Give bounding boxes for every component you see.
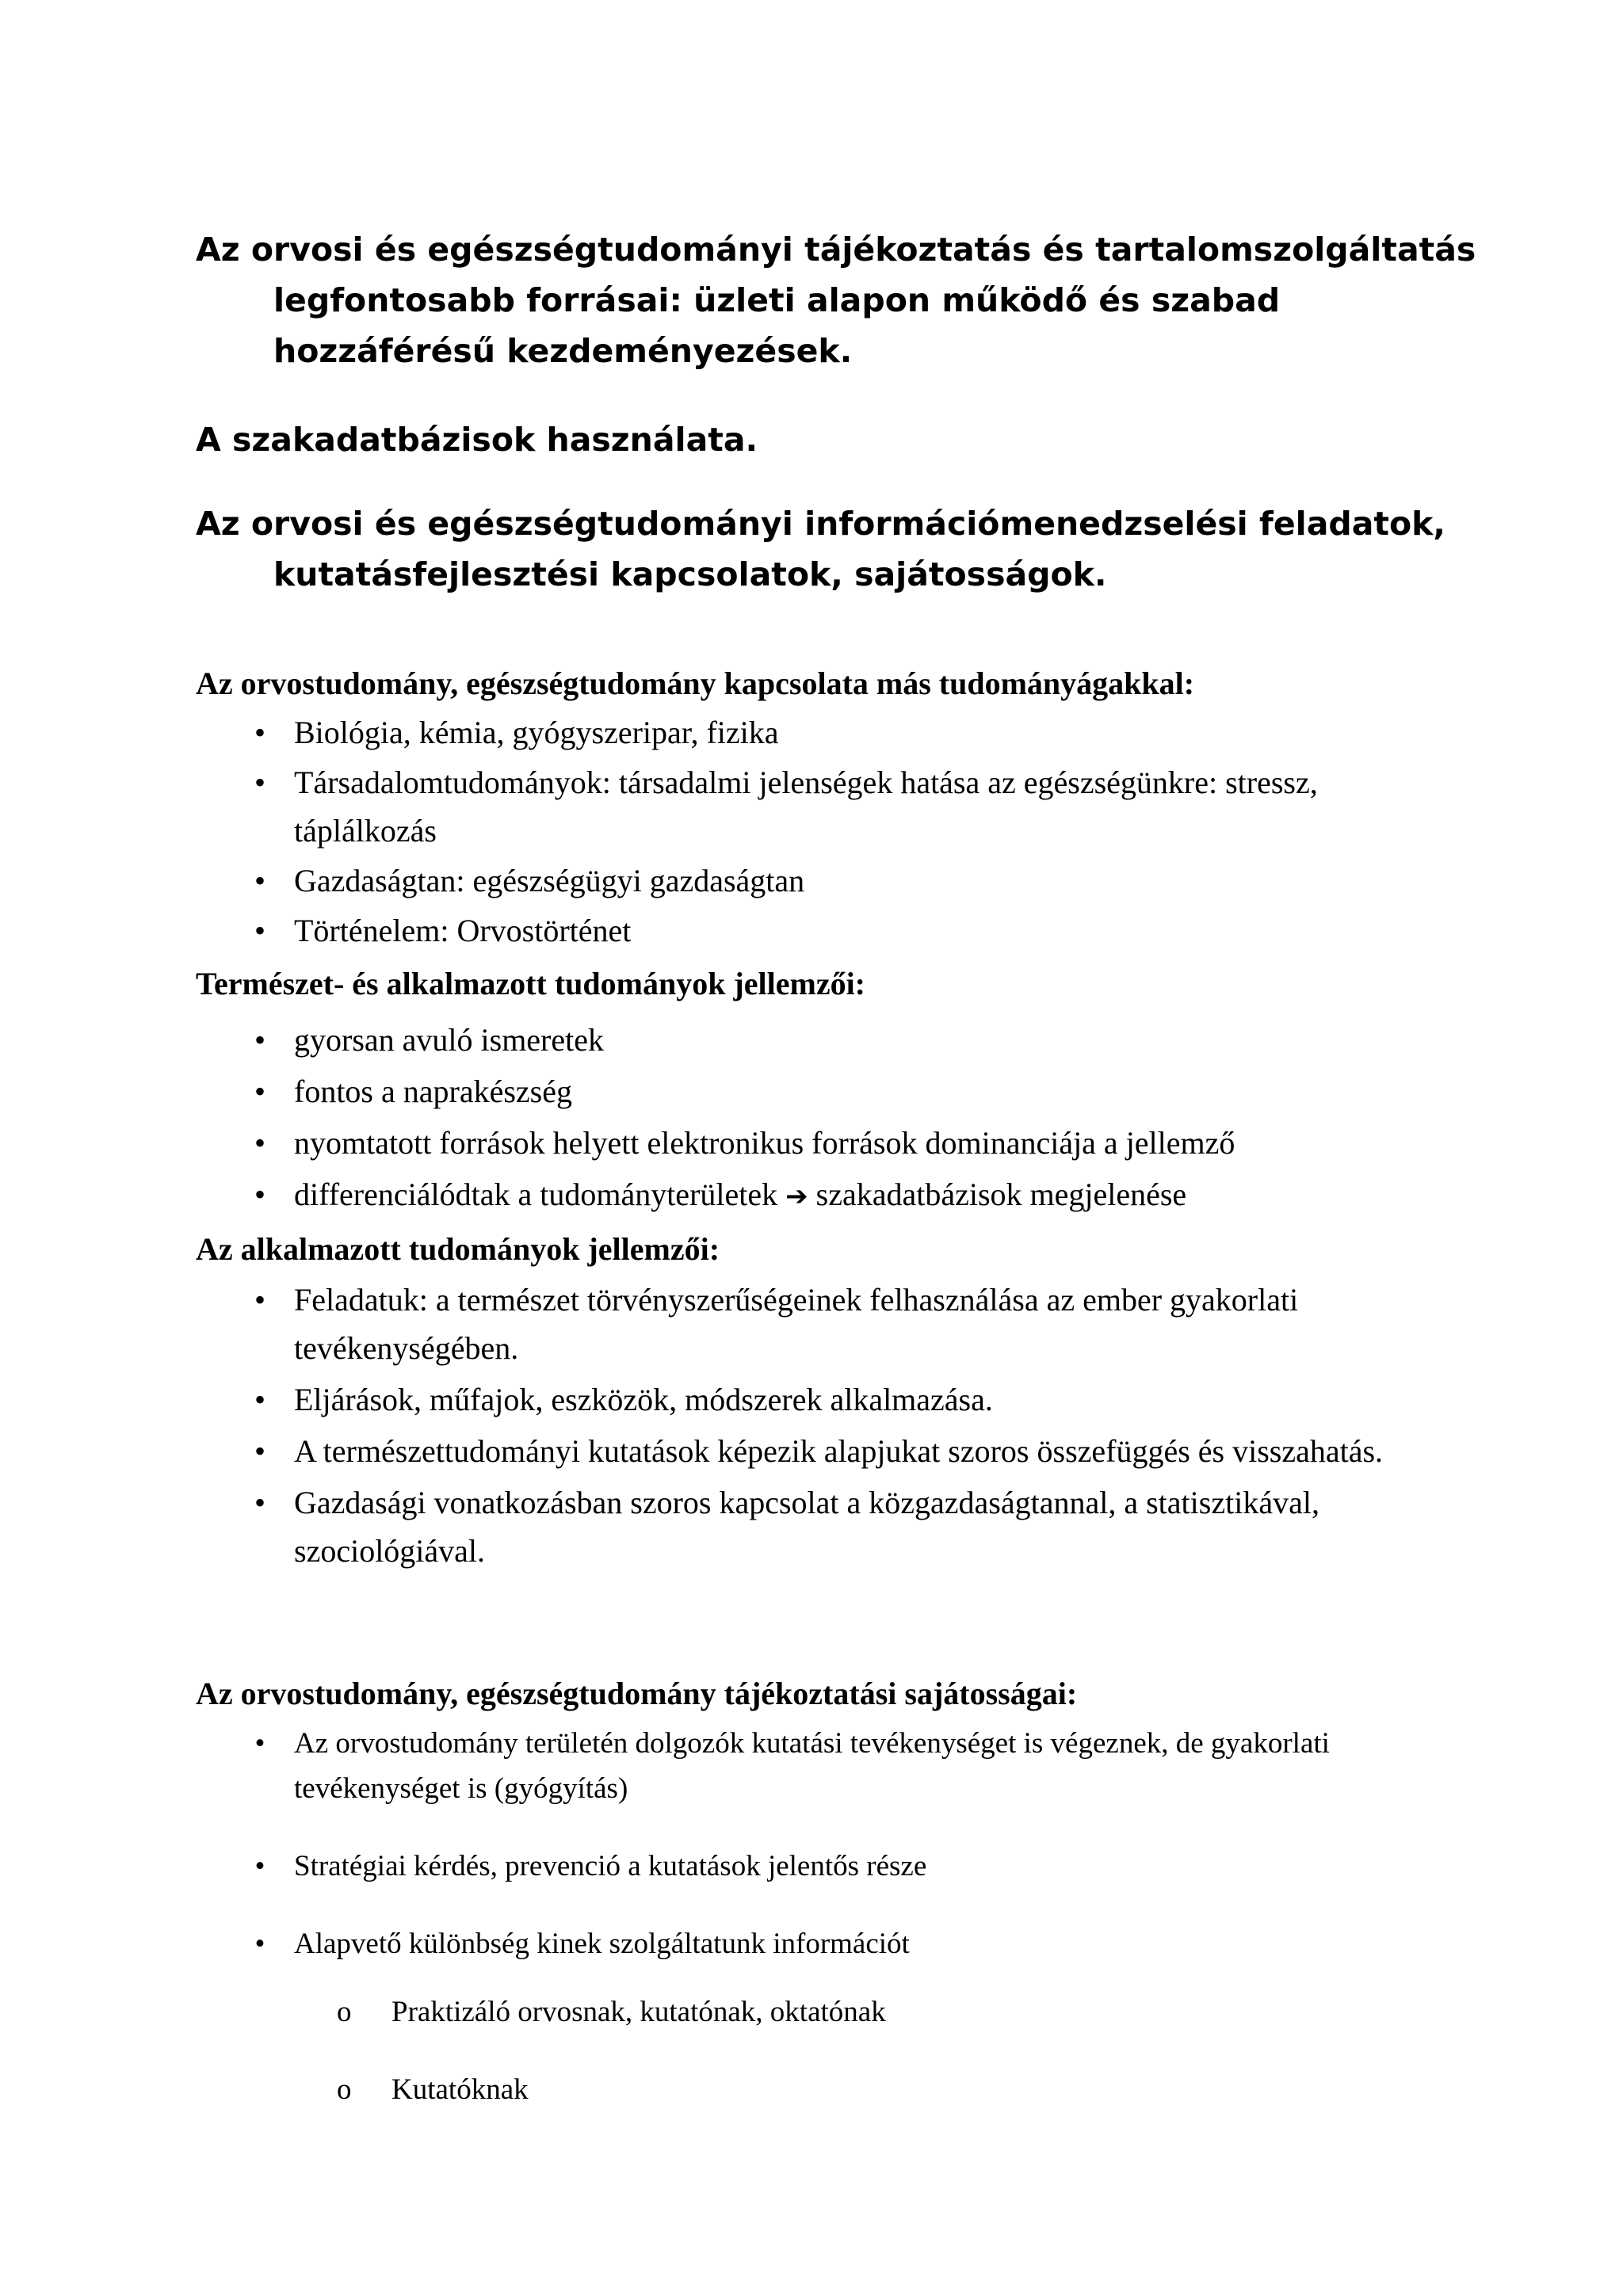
list-item: • Az orvostudomány területén dolgozók kutatási tevékenységet is végeznek, de gyakorlati tevékenységet is (gyógyítás) — [196, 1721, 1464, 1811]
list-item: • gyorsan avuló ismeretek — [196, 1016, 1464, 1064]
list-natural-applied — [196, 1016, 1464, 1221]
list-relations — [196, 708, 1464, 955]
sublist-item: o Praktizáló orvosnak, kutatónak, oktatónak — [196, 1989, 1464, 2035]
sublist-audience — [196, 1989, 1464, 2145]
list-item: • Biológia, kémia, gyógyszeripar, fizika — [196, 708, 1464, 757]
bullet-icon: • — [254, 913, 265, 948]
list-item: • Stratégiai kérdés, prevenció a kutatások jelentős része — [196, 1844, 1464, 1889]
section-title-natural-applied: Természet- és alkalmazott tudományok jellemzői: — [196, 966, 865, 1001]
bullet-icon: • — [254, 765, 265, 800]
list-information — [196, 1721, 1464, 1999]
section-title-information: Az orvostudomány, egészségtudomány tájékoztatási sajátosságai: — [196, 1676, 1078, 1711]
list-item: • A természettudományi kutatások képezik alapjukat szoros összefüggés és visszahatás. — [196, 1427, 1464, 1475]
list-item: • Gazdasági vonatkozásban szoros kapcsolat a közgazdaságtannal, a statisztikával, szociológiával. — [196, 1478, 1464, 1575]
list-item: • Történelem: Orvostörténet — [196, 906, 1464, 955]
bullet-icon: • — [254, 1282, 265, 1318]
bullet-icon: • — [254, 1177, 265, 1212]
list-item: • Társadalomtudományok: társadalmi jelenségek hatása az egészségünkre: stressz, táplálkozás — [196, 758, 1464, 855]
list-item: • nyomtatott források helyett elektronikus források dominanciája a jellemző — [196, 1119, 1464, 1167]
sublist-item: o Kutatóknak — [196, 2067, 1464, 2112]
list-item: • Alapvető különbség kinek szolgáltatunk információt — [196, 1921, 1464, 1966]
bullet-icon: • — [254, 1022, 265, 1058]
arrow-right-icon: ➔ — [785, 1180, 808, 1212]
circle-bullet-icon: o — [337, 2073, 352, 2106]
heading-databases: A szakadatbázisok használata. — [196, 421, 758, 459]
circle-bullet-icon: o — [337, 1996, 352, 2028]
list-item: • fontos a naprakészség — [196, 1067, 1464, 1116]
bullet-icon: • — [254, 1382, 265, 1417]
section-title-applied: Az alkalmazott tudományok jellemzői: — [196, 1231, 720, 1267]
list-item: • Gazdaságtan: egészségügyi gazdaságtan — [196, 856, 1464, 905]
bullet-icon: • — [254, 1433, 265, 1469]
heading-sources: Az orvosi és egészségtudományi tájékoztatás és tartalomszolgáltatás legfontosabb forrásai: üzleti alapon működő és szabad hozzáférésű kezdeményezések. — [196, 231, 1476, 370]
bullet-icon: • — [254, 1125, 265, 1161]
bullet-icon: • — [254, 1485, 265, 1520]
section-title-relations: Az orvostudomány, egészségtudomány kapcsolata más tudományágakkal: — [196, 666, 1195, 701]
bullet-icon: • — [254, 715, 265, 750]
bullet-icon: • — [254, 1928, 265, 1960]
bullet-icon: • — [254, 1727, 265, 1760]
heading-information-management: Az orvosi és egészségtudományi információmenedzselési feladatok, kutatásfejlesztési kapcsolatok, sajátosságok. — [196, 505, 1445, 593]
list-item: • differenciálódtak a tudományterületek ➔ szakadatbázisok megjelenése — [196, 1170, 1464, 1221]
bullet-icon: • — [254, 1074, 265, 1109]
list-applied — [196, 1276, 1464, 1575]
bullet-icon: • — [254, 1850, 265, 1882]
list-item: • Eljárások, műfajok, eszközök, módszerek alkalmazása. — [196, 1375, 1464, 1424]
bullet-icon: • — [254, 863, 265, 898]
list-item: • Feladatuk: a természet törvényszerűségeinek felhasználása az ember gyakorlati tevékenységében. — [196, 1276, 1464, 1372]
